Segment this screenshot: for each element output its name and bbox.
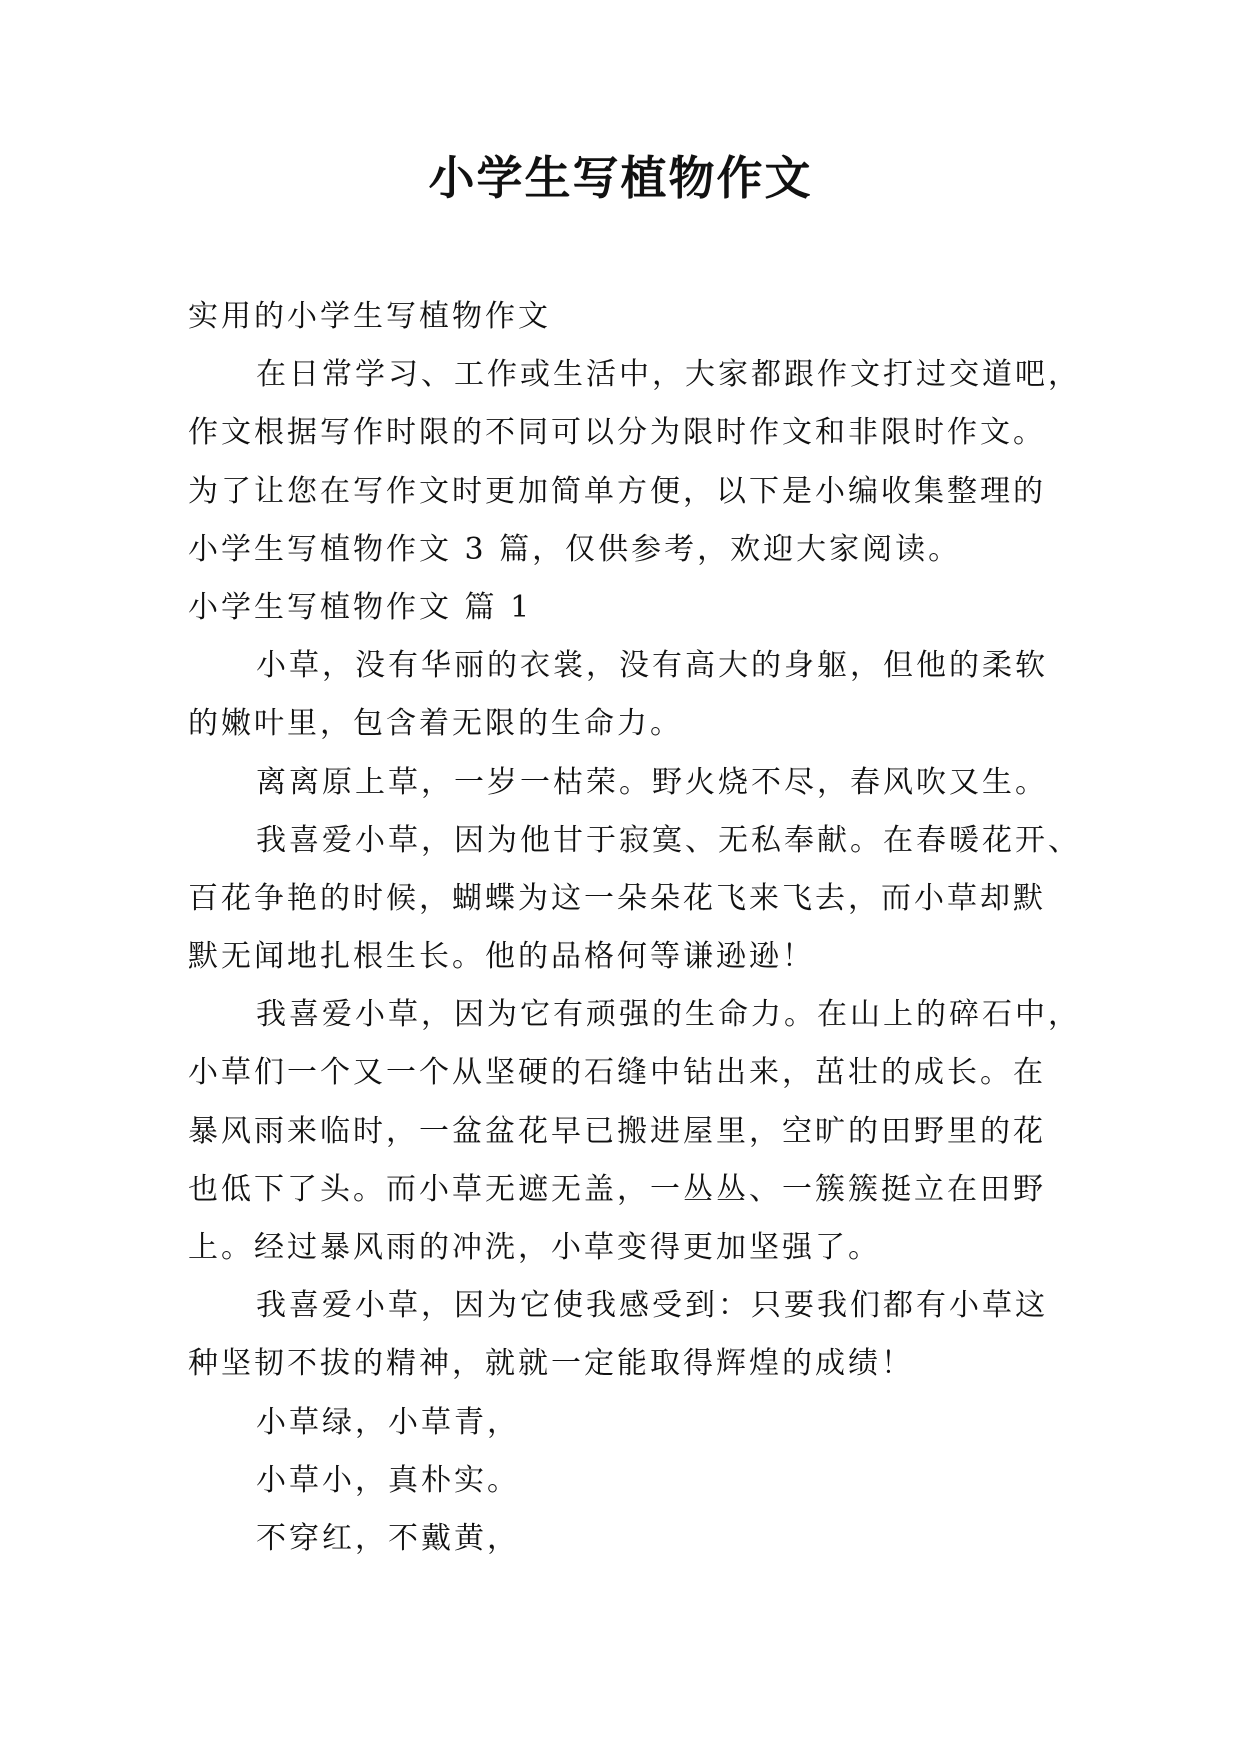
- text-line: 我喜爱小草，因为它使我感受到：只要我们都有小草这: [256, 1288, 1048, 1324]
- text-line: 默无闻地扎根生长。他的品格何等谦逊逊！: [188, 939, 815, 975]
- document-subtitle: 实用的小学生写植物作文: [188, 299, 551, 334]
- text-line: 暴风雨来临时，一盆盆花早已搬进屋里，空旷的田野里的花: [188, 1113, 1046, 1149]
- text-line: 小草，没有华丽的衣裳，没有高大的身躯，但他的柔软: [256, 648, 1048, 684]
- document-title: 小学生写植物作文: [428, 151, 813, 205]
- poem-line: 小草小，真朴实。: [256, 1462, 520, 1498]
- document-body: [188, 288, 1081, 1568]
- text-line: 我喜爱小草，因为它有顽强的生命力。在山上的碎石中，: [256, 997, 1081, 1033]
- text-line: 小学生写植物作文 3 篇，仅供参考，欢迎大家阅读。: [188, 531, 962, 567]
- text-line: 上。经过暴风雨的冲洗，小草变得更加坚强了。: [188, 1230, 881, 1265]
- text-line: 为了让您在写作文时更加简单方便，以下是小编收集整理的: [188, 473, 1046, 509]
- text-line: 的嫩叶里，包含着无限的生命力。: [188, 706, 683, 742]
- text-line: 种坚韧不拔的精神，就就一定能取得辉煌的成绩！: [188, 1346, 914, 1382]
- text-line: 在日常学习、工作或生活中，大家都跟作文打过交道吧，: [256, 357, 1081, 393]
- text-line: 离离原上草，一岁一枯荣。野火烧不尽，春风吹又生。: [256, 764, 1048, 800]
- text-line: 我喜爱小草，因为他甘于寂寞、无私奉献。在春暖花开、: [256, 822, 1081, 858]
- poem-line: 不穿红，不戴黄，: [256, 1520, 520, 1556]
- text-line: 百花争艳的时候，蝴蝶为这一朵朵花飞来飞去，而小草却默: [188, 880, 1046, 916]
- text-line: 也低下了头。而小草无遮无盖，一丛丛、一簇簇挺立在田野: [188, 1171, 1046, 1207]
- poem-line: 小草绿，小草青，: [256, 1404, 520, 1440]
- section-heading: 小学生写植物作文 篇 1: [188, 589, 533, 625]
- text-line: 小草们一个又一个从坚硬的石缝中钻出来，茁壮的成长。在: [188, 1055, 1046, 1091]
- text-line: 作文根据写作时限的不同可以分为限时作文和非限时作文。: [188, 415, 1046, 451]
